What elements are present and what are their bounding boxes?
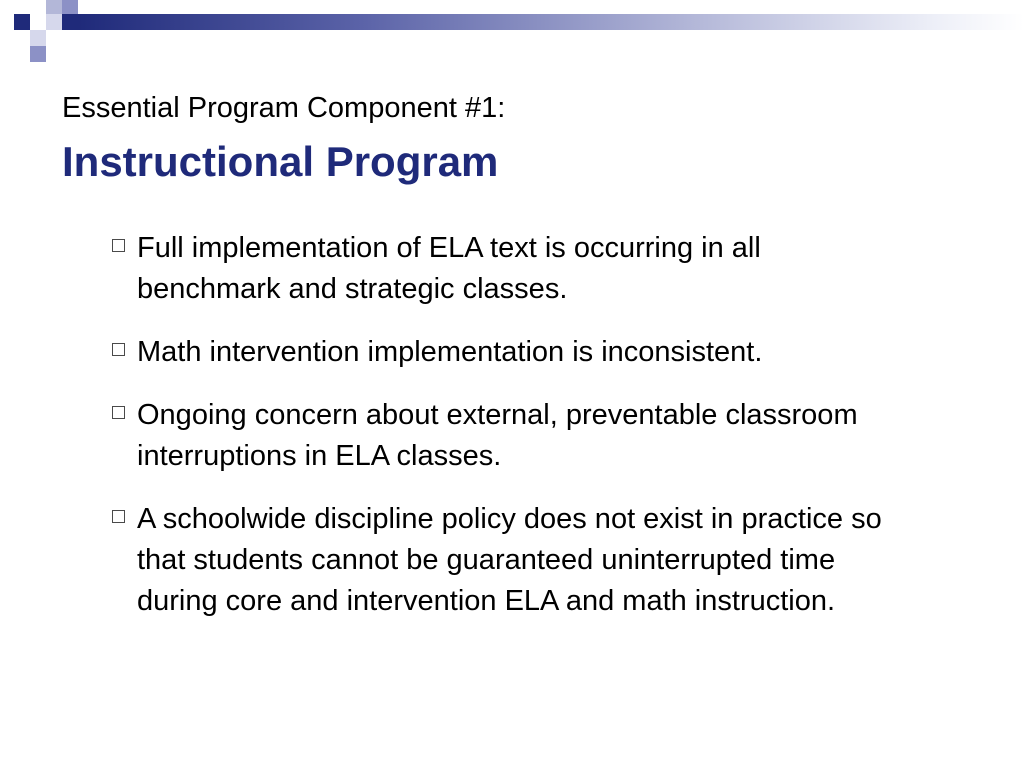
bullet-text: Ongoing concern about external, preventable classroom interruptions in ELA classes. xyxy=(137,399,858,472)
deco-square xyxy=(30,30,46,46)
deco-square xyxy=(14,14,30,30)
deco-square xyxy=(46,0,62,14)
deco-square xyxy=(30,46,46,62)
hollow-square-bullet-icon xyxy=(112,510,125,523)
hollow-square-bullet-icon xyxy=(112,239,125,252)
deco-square xyxy=(62,0,78,14)
header-decoration xyxy=(0,0,1024,64)
header-gradient-bar xyxy=(78,14,1024,30)
bullet-text: Full implementation of ELA text is occurring in all benchmark and strategic classes. xyxy=(137,232,761,305)
deco-square xyxy=(62,14,78,30)
deco-square xyxy=(46,14,62,30)
bullet-text: Math intervention implementation is inconsistent. xyxy=(137,336,763,368)
slide-subtitle: Essential Program Component #1: xyxy=(62,92,506,124)
bullet-item xyxy=(112,228,902,310)
bullet-item xyxy=(112,395,902,477)
hollow-square-bullet-icon xyxy=(112,343,125,356)
bullet-item xyxy=(112,499,902,622)
bullet-text: A schoolwide discipline policy does not exist in practice so that students cannot be guaranteed uninterrupted time during core and intervention ELA and math instruction. xyxy=(137,503,882,617)
hollow-square-bullet-icon xyxy=(112,406,125,419)
bullet-list xyxy=(112,228,902,644)
bullet-item xyxy=(112,332,902,373)
slide-title: Instructional Program xyxy=(62,138,499,185)
